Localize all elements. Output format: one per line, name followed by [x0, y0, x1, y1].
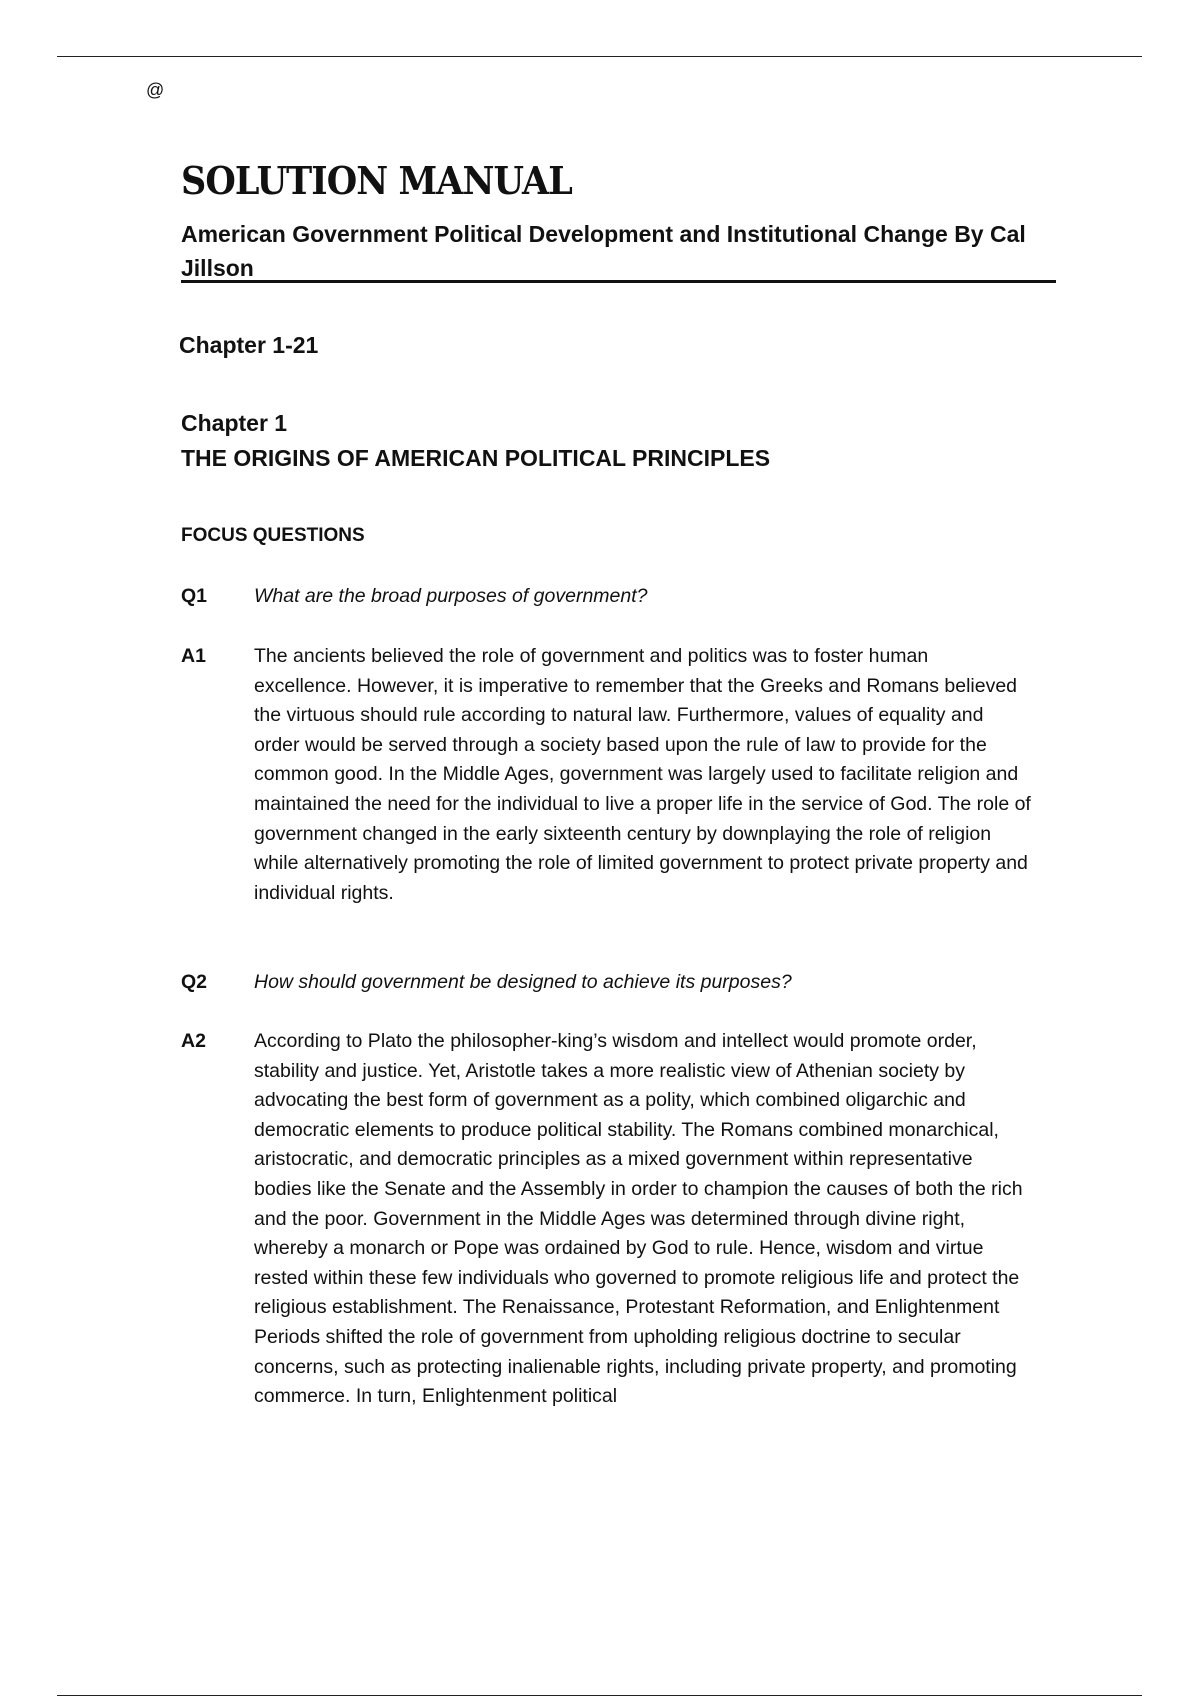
subtitle-underline [181, 280, 1056, 283]
focus-questions-heading: FOCUS QUESTIONS [181, 525, 365, 546]
bottom-rule [57, 1695, 1142, 1696]
answer-1 [181, 642, 1031, 908]
qa-label: Q2 [181, 971, 208, 993]
chapter-heading [181, 406, 770, 476]
question-1 [181, 582, 1031, 612]
chapter-range: Chapter 1-21 [179, 332, 319, 358]
chapter-number: Chapter 1 [181, 410, 288, 436]
header-symbol: @ [146, 80, 165, 100]
answer-text: The ancients believed the role of government and politics was to foster human excellence. However, it is imperative to remember that the Greeks and Romans believed the virtuous should rule according to natural law. Furthermore, values of equality and order would be served through a society based upon the rule of law to provide for the common good. In the Middle Ages, government was largely used to facilitate religion and maintained the need for the individual to live a proper life in the service of God. The role of government changed in the early sixteenth century by downplaying the role of religion while alternatively promoting the role of limited government to protect private property and individual rights. [254, 645, 1031, 904]
document-subtitle: American Government Political Development and Institutional Change By Cal Jillson [181, 221, 1026, 281]
answer-text: According to Plato the philosopher-king’s wisdom and intellect would promote order, stability and justice. Yet, Aristotle takes a more realistic view of Athenian society by advocating the best form of government as a polity, which combined oligarchic and democratic elements to produce political stability. The Romans combined monarchical, aristocratic, and democratic principles as a mixed government within representative bodies like the Senate and the Assembly in order to champion the causes of both the rich and the poor. Government in the Middle Ages was determined through divine right, whereby a monarch or Pope was ordained by God to rule. Hence, wisdom and virtue rested within these few individuals who governed to promote religious life and protect the religious establishment. The Renaissance, Protestant Reformation, and Enlightenment Periods shifted the role of government from upholding religious doctrine to secular concerns, such as protecting inalienable rights, including private property, and promoting commerce. In turn, Enlightenment political [254, 1030, 1023, 1408]
answer-2 [181, 1027, 1031, 1412]
chapter-title: THE ORIGINS OF AMERICAN POLITICAL PRINCIPLES [181, 445, 771, 471]
qa-label: A1 [181, 645, 206, 667]
question-2 [181, 968, 1031, 998]
document-title: SOLUTION MANUAL [181, 158, 572, 203]
top-rule [57, 56, 1142, 57]
question-text: What are the broad purposes of government? [254, 585, 648, 607]
qa-label: A2 [181, 1030, 206, 1052]
question-text: How should government be designed to achieve its purposes? [254, 971, 792, 993]
qa-label: Q1 [181, 585, 208, 607]
